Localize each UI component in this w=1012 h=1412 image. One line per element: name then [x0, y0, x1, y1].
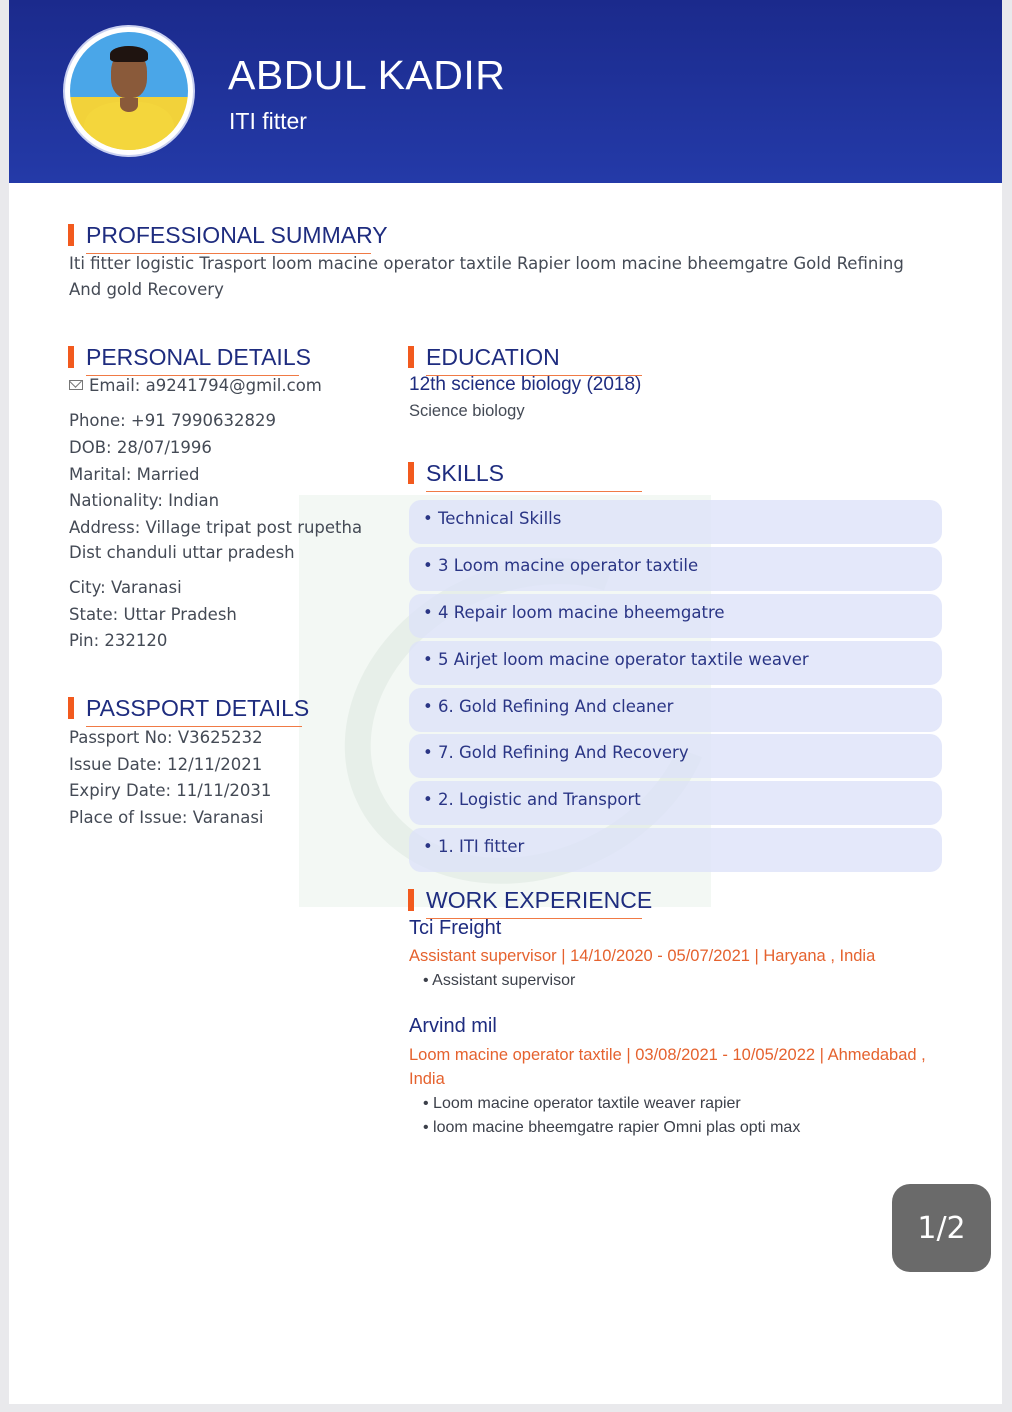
job-bullet: • Assistant supervisor: [423, 972, 576, 989]
skills-underline: [426, 491, 642, 493]
email-text: Email: a9241794@gmil.com: [89, 376, 322, 395]
skill-item: [409, 547, 942, 591]
summary-line-1: Iti fitter logistic Trasport loom macine operator taxtile Rapier loom macine bheemgatre Gold Refining: [69, 254, 904, 273]
education-heading-text: EDUCATION: [426, 344, 560, 370]
skill-label: • 7. Gold Refining And Recovery: [423, 743, 689, 762]
education-heading: [408, 344, 560, 373]
passport-number-line: Passport No: V3625232: [69, 728, 263, 747]
dob-line: DOB: 28/07/1996: [69, 438, 212, 457]
skills-heading: [408, 460, 504, 489]
job-bullet: • loom macine bheemgatre rapier Omni plas opti max: [423, 1119, 801, 1136]
education-degree: 12th science biology (2018): [409, 374, 642, 395]
skill-item: [409, 594, 942, 638]
email-line: [69, 376, 322, 395]
candidate-name: ABDUL KADIR: [228, 52, 506, 98]
skill-label: • 4 Repair loom macine bheemgatre: [423, 603, 725, 622]
skill-item: [409, 828, 942, 872]
job-meta: Assistant supervisor | 14/10/2020 - 05/07/2021 | Haryana , India: [409, 947, 876, 965]
pin-line: Pin: 232120: [69, 631, 168, 650]
job-company: Arvind mil: [409, 1015, 497, 1037]
job-bullet: • Loom macine operator taxtile weaver rapier: [423, 1095, 741, 1112]
skill-item: [409, 734, 942, 778]
skills-heading-text: SKILLS: [426, 460, 504, 486]
work-heading-text: WORK EXPERIENCE: [426, 887, 653, 913]
summary-line-2: And gold Recovery: [69, 280, 224, 299]
page-indicator: 1/2: [892, 1184, 991, 1272]
resume-page: [9, 0, 1002, 1404]
summary-heading-text: PROFESSIONAL SUMMARY: [86, 222, 388, 248]
passport-heading: [68, 695, 309, 724]
city-line: City: Varanasi: [69, 578, 182, 597]
work-heading: [408, 887, 652, 916]
marital-line: Marital: Married: [69, 465, 200, 484]
skill-item: [409, 688, 942, 732]
photo-hair: [110, 46, 148, 62]
skill-label: • 3 Loom macine operator taxtile: [423, 556, 699, 575]
job-meta-continued: India: [409, 1070, 445, 1088]
profile-photo: [70, 32, 188, 150]
job-meta: Loom macine operator taxtile | 03/08/2021 - 10/05/2022 | Ahmedabad ,: [409, 1046, 926, 1064]
skill-label: • 2. Logistic and Transport: [423, 790, 641, 809]
skill-label: • 6. Gold Refining And cleaner: [423, 697, 674, 716]
passport-place-line: Place of Issue: Varanasi: [69, 808, 264, 827]
skill-label: • 1. ITI fitter: [423, 837, 525, 856]
profile-photo-frame: [65, 27, 193, 155]
education-field: Science biology: [409, 402, 525, 420]
skill-label: • 5 Airjet loom macine operator taxtile weaver: [423, 650, 809, 669]
passport-expiry-line: Expiry Date: 11/11/2031: [69, 781, 272, 800]
envelope-icon: [69, 380, 83, 390]
photo-neck: [120, 98, 138, 112]
state-line: State: Uttar Pradesh: [69, 605, 237, 624]
job-company: Tci Freight: [409, 917, 502, 939]
address-line-2: Dist chanduli uttar pradesh: [69, 543, 295, 562]
summary-heading: [68, 222, 388, 251]
nationality-line: Nationality: Indian: [69, 491, 220, 510]
candidate-role: ITI fitter: [229, 108, 307, 134]
skill-item: [409, 781, 942, 825]
passport-heading-text: PASSPORT DETAILS: [86, 695, 310, 721]
personal-heading: [68, 344, 311, 373]
resume-header: [9, 0, 1002, 183]
skill-item: [409, 641, 942, 685]
skill-item: [409, 500, 942, 544]
passport-issue-line: Issue Date: 12/11/2021: [69, 755, 263, 774]
address-line-1: Address: Village tripat post rupetha: [69, 518, 363, 537]
personal-heading-text: PERSONAL DETAILS: [86, 344, 311, 370]
skill-label: • Technical Skills: [423, 509, 562, 528]
phone-line: Phone: +91 7990632829: [69, 411, 276, 430]
passport-underline: [86, 726, 302, 728]
